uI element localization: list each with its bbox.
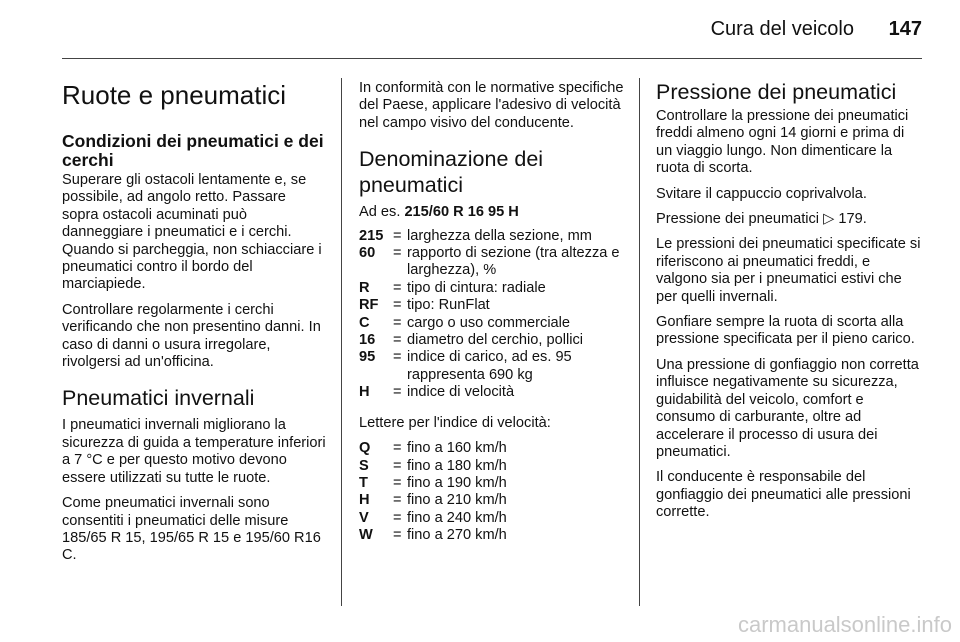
definition: indice di velocità — [407, 384, 515, 401]
speed-letter: H — [359, 492, 370, 509]
paragraph: Lettere per l'indice di velocità: — [359, 414, 551, 431]
definition-row — [359, 280, 625, 297]
column-divider — [639, 78, 640, 606]
header-divider — [62, 58, 922, 59]
watermark: carmanualsonline.info — [737, 612, 952, 637]
paragraph: Il conducente è responsabile del gonfiaggio dei pneumatici alle pressioni corrette. — [656, 469, 911, 521]
speed-letter: V — [359, 509, 369, 526]
equals-sign: = — [393, 527, 402, 544]
section-title: Cura del veicolo — [710, 18, 854, 40]
definition-row — [359, 384, 625, 401]
subheading-tire-condition: Condizioni dei pneumatici e dei cerchi — [62, 131, 324, 170]
definition-row — [359, 349, 625, 384]
equals-sign: = — [393, 314, 402, 331]
column-middle — [359, 80, 625, 558]
term: RF — [359, 297, 379, 314]
speed-limit: fino a 210 km/h — [407, 492, 507, 509]
speed-limit: fino a 190 km/h — [407, 474, 507, 491]
equals-sign: = — [393, 349, 402, 366]
term: 215 — [359, 227, 384, 244]
equals-sign: = — [393, 279, 402, 296]
paragraph: Una pressione di gonfiaggio non corretta influisce negativamente su sicurezza, guidabilità del veicolo, comfort e consumo di carburante, oltre ad accelerare il processo di usura dei pneumatici. — [656, 356, 919, 460]
speed-limit: fino a 180 km/h — [407, 457, 507, 474]
paragraph: Superare gli ostacoli lentamente e, se possibile, ad angolo retto. Passare sopra ostacoli acuminati può danneggiare i pneumatici e i cerchi. Quando si parcheggia, non schiacciare i pneumatici contro il bordo del marciapiede. — [62, 172, 322, 293]
definition: cargo o uso commerciale — [407, 314, 571, 331]
example-label: Ad es. — [359, 204, 401, 221]
term: C — [359, 314, 370, 331]
equals-sign: = — [393, 440, 402, 457]
term: 16 — [359, 332, 376, 349]
equals-sign: = — [393, 384, 402, 401]
page-reference[interactable]: Pressione dei pneumatici ▷ 179. — [656, 211, 867, 228]
paragraph: Le pressioni dei pneumatici specificate si riferiscono ai pneumatici freddi, e valgono sia per i pneumatici estivi che per quelli invernali. — [656, 236, 921, 305]
definition: rapporto di sezione (tra altezza e larghezza), % — [407, 245, 620, 279]
definition: larghezza della sezione, mm — [407, 227, 592, 244]
definition-row — [359, 245, 625, 280]
speed-letter: S — [359, 457, 369, 474]
term: 60 — [359, 245, 376, 262]
paragraph: Svitare il cappuccio coprivalvola. — [656, 185, 867, 202]
speed-letter: T — [359, 474, 368, 491]
speed-row — [359, 440, 625, 457]
definition-row — [359, 297, 625, 314]
speed-index-table — [359, 440, 625, 544]
equals-sign: = — [393, 332, 402, 349]
heading-tire-designation: Denominazione dei pneumatici — [359, 147, 544, 198]
paragraph: Gonfiare sempre la ruota di scorta alla pressione specificata per il pieno carico. — [656, 314, 915, 348]
page-number: 147 — [888, 18, 922, 40]
paragraph: Controllare la pressione dei pneumatici freddi almeno ogni 14 giorni e prima di un viaggio lungo. Non dimenticare la ruota di scorta. — [656, 108, 909, 177]
equals-sign: = — [393, 297, 402, 314]
definition-row — [359, 332, 625, 349]
equals-sign: = — [393, 474, 402, 491]
column-left — [62, 76, 326, 573]
speed-row — [359, 458, 625, 475]
speed-letter: Q — [359, 440, 371, 457]
speed-limit: fino a 160 km/h — [407, 440, 507, 457]
speed-row — [359, 492, 625, 509]
heading-winter-tires: Pneumatici invernali — [62, 386, 255, 411]
definition: tipo di cintura: radiale — [407, 279, 546, 296]
definition-row — [359, 228, 625, 245]
speed-row — [359, 510, 625, 527]
example-code: 215/60 R 16 95 H — [404, 204, 519, 221]
equals-sign: = — [393, 227, 402, 244]
heading-tire-pressure: Pressione dei pneumatici — [656, 80, 897, 104]
definition-row — [359, 315, 625, 332]
equals-sign: = — [393, 492, 402, 509]
speed-limit: fino a 240 km/h — [407, 509, 507, 526]
paragraph: Controllare regolarmente i cerchi verificando che non presentino danni. In caso di danni o usura irregolare, rivolgersi ad un'officina. — [62, 301, 321, 371]
term: H — [359, 384, 370, 401]
paragraph: I pneumatici invernali migliorano la sicurezza di guida a temperature inferiori a 7 °C e per questo motivo devono essere utilizzati su tutte le ruote. — [62, 417, 326, 486]
speed-row — [359, 475, 625, 492]
column-divider — [341, 78, 342, 606]
speed-letter: W — [359, 527, 373, 544]
example-line — [359, 204, 625, 221]
speed-row — [359, 527, 625, 544]
page-header — [0, 0, 960, 64]
definition: diametro del cerchio, pollici — [407, 332, 584, 349]
definition: indice di carico, ad es. 95 rappresenta 690 kg — [407, 349, 572, 383]
column-right — [656, 76, 922, 530]
definition: tipo: RunFlat — [407, 297, 490, 314]
paragraph: In conformità con le normative specifiche del Paese, applicare l'adesivo di velocità nel campo visivo del conducente. — [359, 80, 624, 131]
designation-table — [359, 228, 625, 402]
equals-sign: = — [393, 457, 402, 474]
paragraph: Come pneumatici invernali sono consentiti i pneumatici delle misure 185/65 R 15, 195/65 R 15 e 195/60 R16 C. — [62, 495, 321, 564]
term: R — [359, 279, 370, 296]
equals-sign: = — [393, 245, 402, 262]
term: 95 — [359, 349, 376, 366]
equals-sign: = — [393, 509, 402, 526]
speed-limit: fino a 270 km/h — [407, 527, 507, 544]
chapter-title: Ruote e pneumatici — [62, 80, 287, 110]
